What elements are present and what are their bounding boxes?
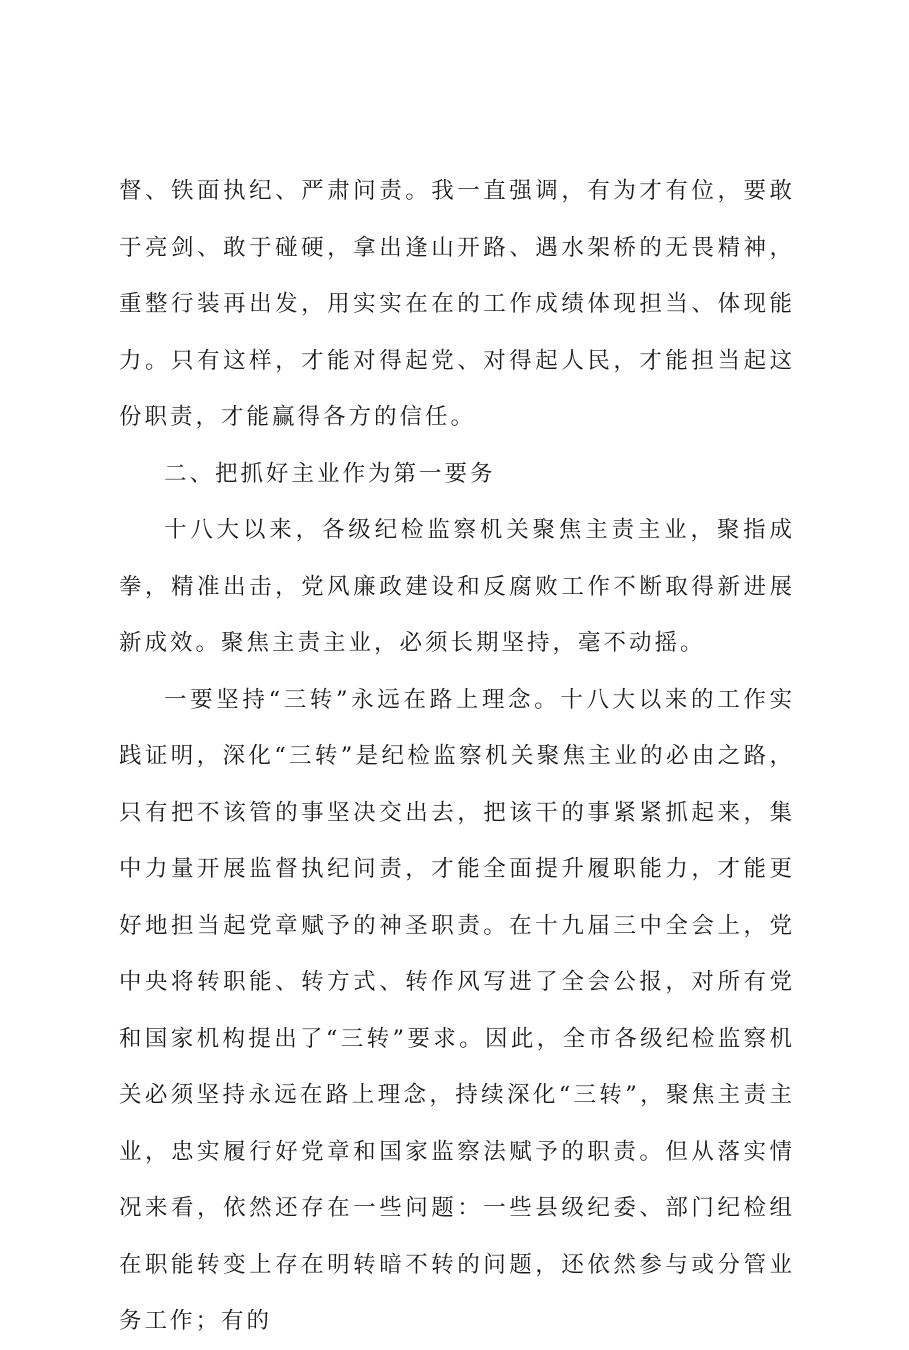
section-heading: 二、把抓好主业作为第一要务 — [164, 460, 496, 487]
paragraph-point-one: 一要坚持“三转”永远在路上理念。十八大以来的工作实践证明，深化“三转”是纪检监察机关聚焦主业的必由之路，只有把不该管的事坚决交出去，把该干的事紧紧抓起来，集中力量开展监督执纪问责，才能全面提升履职能力，才能更好地担当起党章赋予的神圣职责。在十九届三中全会上，党中央将转职能、转方式、转作风写进了全会公报，对所有党和国家机构提出了“三转”要求。因此，全市各级纪检监察机关必须坚持永远在路上理念，持续深化“三转”，聚焦主责主业，忠实履行好党章和国家监察法赋予的职责。但从落实情况来看，依然还存在一些问题：一些县级纪委、部门纪检组在职能转变上存在明转暗不转的问题，还依然参与或分管业务工作；有的 — [119, 686, 795, 1334]
document-body — [119, 163, 795, 1350]
paragraph-intro: 十八大以来，各级纪检监察机关聚焦主责主业，聚指成拳，精准出击，党风廉政建设和反腐败工作不断取得新进展新成效。聚焦主责主业，必须长期坚持，毫不动摇。 — [119, 517, 795, 656]
paragraph-continuation: 督、铁面执纪、严肃问责。我一直强调，有为才有位，要敢于亮剑、敢于碰硬，拿出逢山开路、遇水架桥的无畏精神，重整行装再出发，用实实在在的工作成绩体现担当、体现能力。只有这样，才能对得起党、对得起人民，才能担当起这份职责，才能赢得各方的信任。 — [119, 178, 795, 430]
